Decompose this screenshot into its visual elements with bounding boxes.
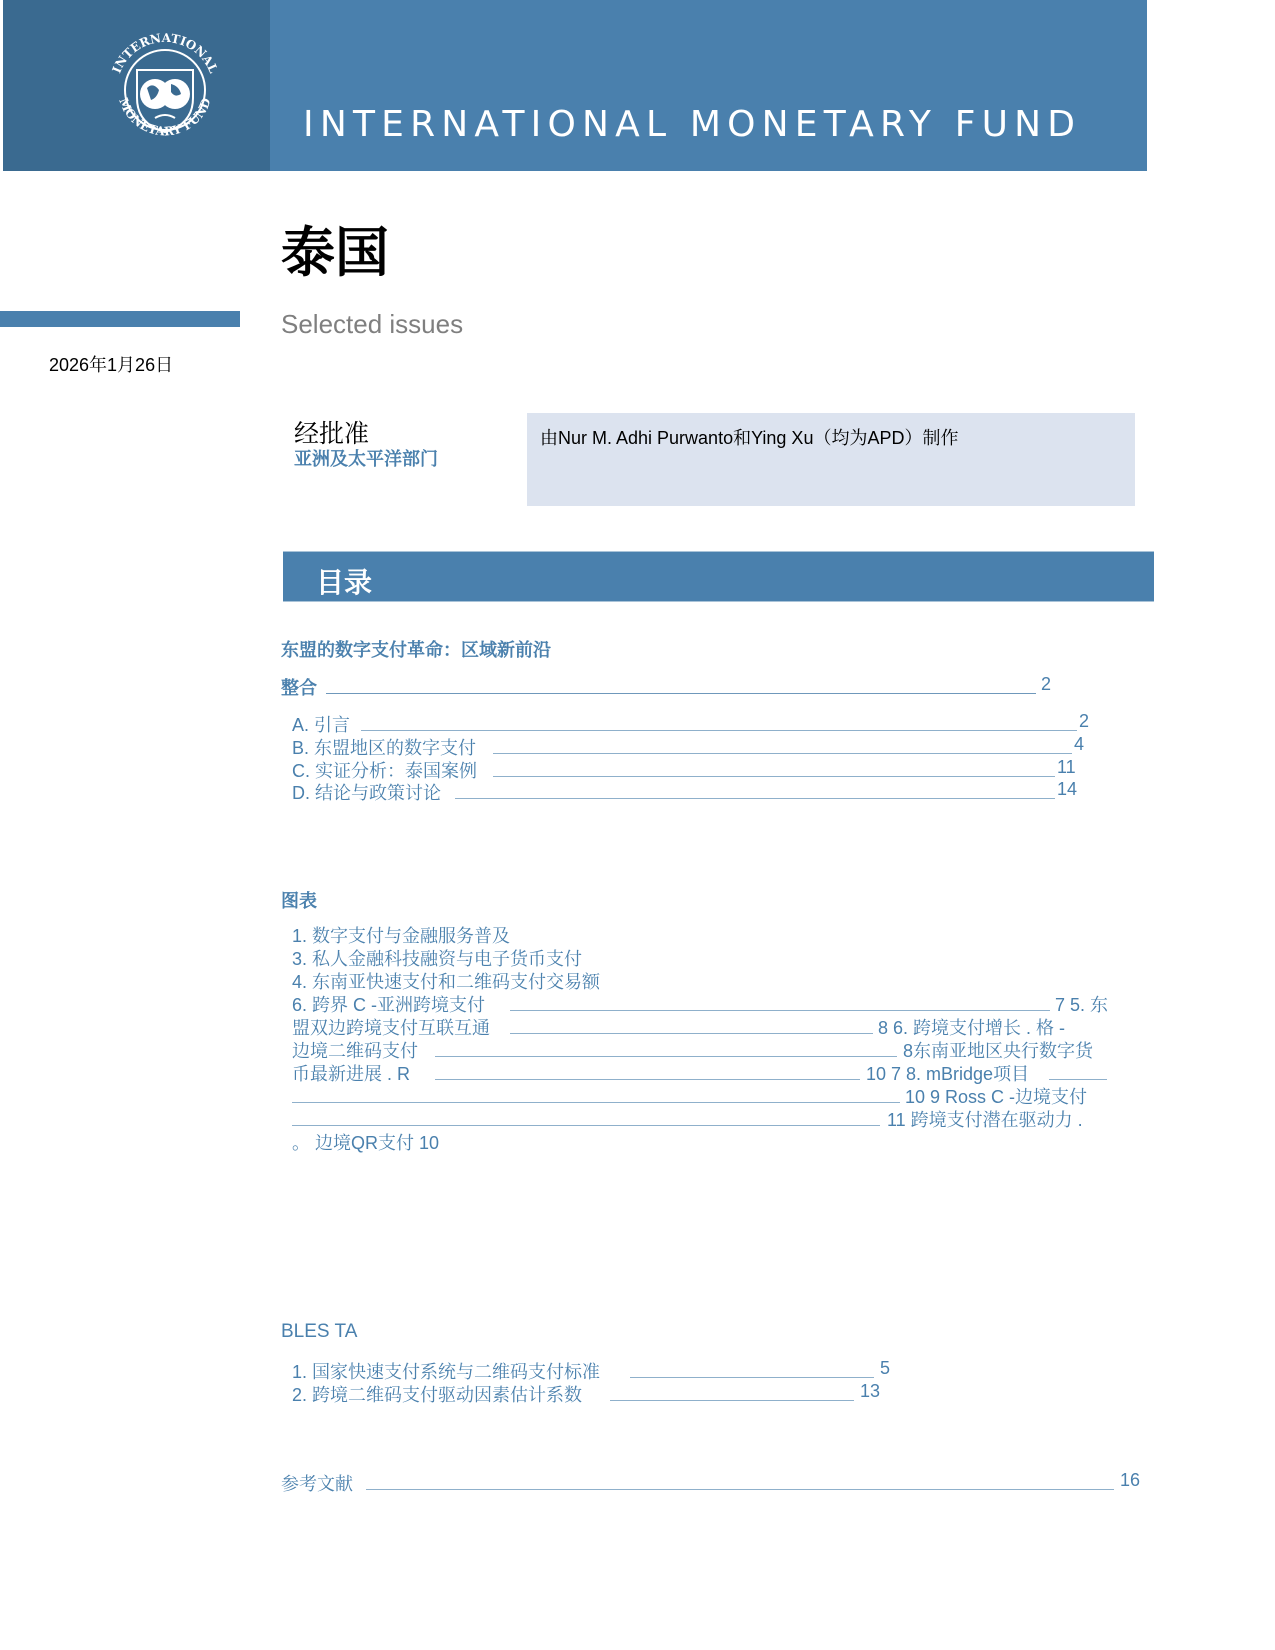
toc-section-c-page: 11 — [1057, 757, 1076, 777]
figure-line-9-right[interactable]: 11 跨境支付潜在驱动力 . — [887, 1110, 1083, 1130]
leader-line — [510, 1033, 873, 1034]
chapter-title[interactable]: 东盟的数字支付革命：区域新前沿 — [281, 640, 551, 660]
toc-heading: 目录 — [316, 567, 373, 598]
leader-line — [610, 1400, 854, 1401]
table-item-1[interactable]: 1. 国家快速支付系统与二维码支付标准 — [292, 1362, 601, 1382]
figure-line-6[interactable]: 边境二维码支付 — [292, 1041, 418, 1061]
figure-line-7-right[interactable]: 10 7 8. mBridge项目 — [866, 1064, 1030, 1084]
tables-heading: BLES TA — [281, 1321, 358, 1342]
table-item-2-page: 13 — [860, 1381, 881, 1401]
leader-line — [435, 1056, 897, 1057]
table-item-2[interactable]: 2. 跨境二维码支付驱动因素估计系数 — [292, 1385, 583, 1405]
leader-line — [493, 776, 1055, 777]
leader-line — [292, 1102, 900, 1103]
leader-line — [510, 1010, 1050, 1011]
toc-section-c[interactable]: C. 实证分析：泰国案例 — [292, 761, 478, 781]
leader-line — [361, 730, 1077, 731]
leader-line — [630, 1377, 874, 1378]
org-name: INTERNATIONAL MONETARY FUND — [303, 104, 1082, 145]
figure-line-4-right[interactable]: 7 5. 东 — [1055, 995, 1109, 1015]
leader-line — [366, 1489, 1114, 1490]
leader-line — [435, 1079, 860, 1080]
toc-section-d-page: 14 — [1057, 779, 1078, 799]
figure-line-7[interactable]: 币最新进展 . R — [292, 1064, 411, 1084]
header-banner — [270, 0, 1147, 171]
prepared-by-text: 由Nur M. Adhi Purwanto和Ying Xu（均为APD）制作 — [540, 428, 959, 448]
leader-line — [292, 1125, 880, 1126]
imf-seal-icon — [103, 28, 227, 152]
toc-header-bar — [283, 551, 1154, 602]
chapter-page: 2 — [1041, 674, 1052, 694]
figure-line-8-right[interactable]: 10 9 Ross C -边境支付 — [905, 1087, 1088, 1107]
toc-section-a-page: 2 — [1079, 711, 1090, 731]
figure-line-5-right[interactable]: 8 6. 跨境支付增长 . 格 - — [878, 1018, 1066, 1038]
page-subtitle: Selected issues — [281, 309, 464, 339]
figure-line-2[interactable]: 3. 私人金融科技融资与电子货币支付 — [292, 949, 583, 969]
leader-line — [326, 693, 1036, 694]
figure-line-5[interactable]: 盟双边跨境支付互联互通 — [292, 1018, 490, 1038]
leader-line — [1049, 1079, 1107, 1080]
figure-line-3[interactable]: 4. 东南亚快速支付和二维码支付交易额 — [292, 972, 601, 992]
approving-department: 亚洲及太平洋部门 — [294, 449, 438, 469]
figure-line-6-right[interactable]: 8东南亚地区央行数字货 — [903, 1041, 1094, 1061]
chapter-title-continued[interactable]: 整合 — [281, 678, 317, 698]
toc-section-b[interactable]: B. 东盟地区的数字支付 — [292, 738, 477, 758]
toc-section-a[interactable]: A. 引言 — [292, 715, 351, 735]
toc-section-b-page: 4 — [1074, 734, 1085, 754]
svg-text:INTERNATIONAL: INTERNATIONAL — [109, 30, 221, 76]
references-entry[interactable]: 参考文献 — [281, 1474, 353, 1494]
leader-line — [455, 798, 1055, 799]
figures-heading: 图表 — [281, 891, 317, 911]
publication-date: 2026年1月26日 — [49, 355, 174, 375]
toc-section-d[interactable]: D. 结论与政策讨论 — [292, 783, 442, 803]
approved-by-label: 经批准 — [294, 420, 370, 448]
figure-line-10[interactable]: 。 边境QR支付 10 — [292, 1133, 440, 1153]
page-title: 泰国 — [281, 223, 389, 283]
leader-line — [493, 753, 1072, 754]
accent-bar — [0, 311, 240, 327]
figure-line-4[interactable]: 6. 跨界 C -亚洲跨境支付 — [292, 995, 486, 1015]
table-item-1-page: 5 — [880, 1358, 891, 1378]
svg-text:MONETARY FUND: MONETARY FUND — [116, 95, 214, 139]
figure-line-1[interactable]: 1. 数字支付与金融服务普及 — [292, 926, 511, 946]
references-page: 16 — [1120, 1470, 1141, 1490]
